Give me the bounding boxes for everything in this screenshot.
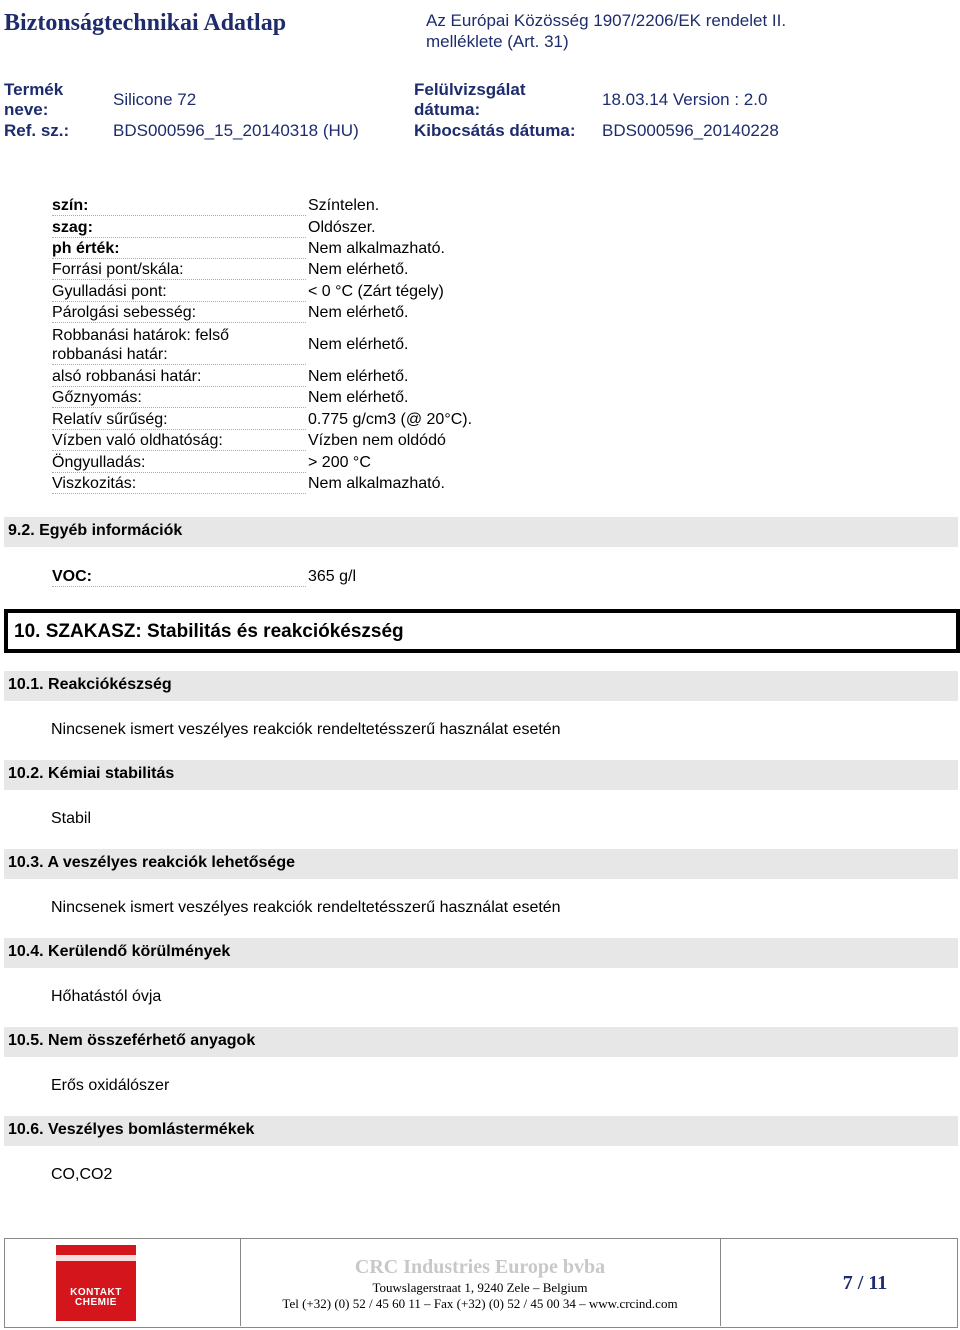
- page-number: 7 / 11: [842, 1272, 888, 1294]
- kontakt-chemie-logo: KONTAKT CHEMIE: [56, 1245, 136, 1321]
- company-address: Touwslagerstraat 1, 9240 Zele – Belgium: [372, 1280, 588, 1295]
- section-heading-10-1: 10.1. Reakciókészség: [4, 671, 958, 701]
- company-name: CRC Industries Europe bvba: [354, 1256, 606, 1278]
- property-row: szag: Oldószer.: [52, 218, 376, 236]
- section-text-10-2: Stabil: [51, 810, 92, 827]
- section-heading-10-6: 10.6. Veszélyes bomlástermékek: [4, 1116, 958, 1146]
- company-contact: Tel (+32) (0) 52 / 45 60 11 – Fax (+32) (0) 52 / 45 00 34 – www.crcind.com: [282, 1296, 678, 1311]
- section-heading-10-5: 10.5. Nem összeférhető anyagok: [4, 1027, 958, 1057]
- property-row: ph érték: Nem alkalmazható.: [52, 239, 445, 257]
- property-row: Viszkozitás: Nem alkalmazható.: [52, 475, 445, 492]
- property-row: Relatív sűrűség: 0.775 g/cm3 (@ 20°C).: [52, 410, 473, 428]
- product-label: Termék neve:: [4, 80, 64, 119]
- property-row: szín: Színtelen.: [52, 197, 380, 214]
- section-heading-10-3: 10.3. A veszélyes reakciók lehetősége: [4, 849, 958, 879]
- section-text-10-3: Nincsenek ismert veszélyes reakciók rendeltetésszerű használat esetén: [51, 899, 561, 916]
- footer-divider: [240, 1238, 241, 1326]
- section-text-10-6: CO,CO2: [51, 1166, 113, 1183]
- issue-label: Kibocsátás dátuma:: [414, 121, 576, 140]
- properties-table: [52, 195, 512, 495]
- ref-label: Ref. sz.:: [4, 121, 70, 140]
- section-heading-10-4: 10.4. Kerülendő körülmények: [4, 938, 958, 968]
- revision-label: Felülvizsgálat dátuma:: [414, 80, 526, 119]
- issue-value: BDS000596_20140228: [602, 121, 779, 140]
- property-row: alsó robbanási határ: Nem elérhető.: [52, 367, 409, 385]
- section-text-10-4: Hőhatástól óvja: [51, 988, 162, 1005]
- product-value: Silicone 72: [113, 90, 197, 109]
- property-row: Forrási pont/skála: Nem elérhető.: [52, 261, 409, 278]
- property-row: Robbanási határok: felső robbanási határ: Nem elérhető.: [52, 326, 409, 363]
- property-row: Vízben való oldhatóság: Vízben nem oldódó: [52, 432, 446, 449]
- section-text-10-5: Erős oxidálószer: [51, 1077, 170, 1094]
- revision-value: 18.03.14 Version : 2.0: [602, 90, 768, 109]
- property-row: Gőznyomás: Nem elérhető.: [52, 389, 409, 406]
- section-10-title: 10. SZAKASZ: Stabilitás és reakciókészség: [4, 609, 960, 653]
- property-row: Párolgási sebesség: Nem elérhető.: [52, 304, 409, 321]
- document-title: Biztonságtechnikai Adatlap: [4, 10, 287, 36]
- section-text-10-1: Nincsenek ismert veszélyes reakciók rendeltetésszerű használat esetén: [51, 721, 561, 738]
- ref-value: BDS000596_15_20140318 (HU): [113, 121, 359, 140]
- footer-divider: [720, 1238, 721, 1326]
- voc-row: VOC: 365 g/l: [52, 568, 357, 585]
- property-row: Gyulladási pont: < 0 °C (Zárt tégely): [52, 282, 444, 300]
- section-heading-10-2: 10.2. Kémiai stabilitás: [4, 760, 958, 790]
- regulation-text: Az Európai Közösség 1907/2206/EK rendelet II. melléklete (Art. 31): [426, 11, 787, 51]
- property-row: Öngyulladás: > 200 °C: [52, 453, 371, 471]
- section-heading-9-2: 9.2. Egyéb információk: [4, 517, 958, 547]
